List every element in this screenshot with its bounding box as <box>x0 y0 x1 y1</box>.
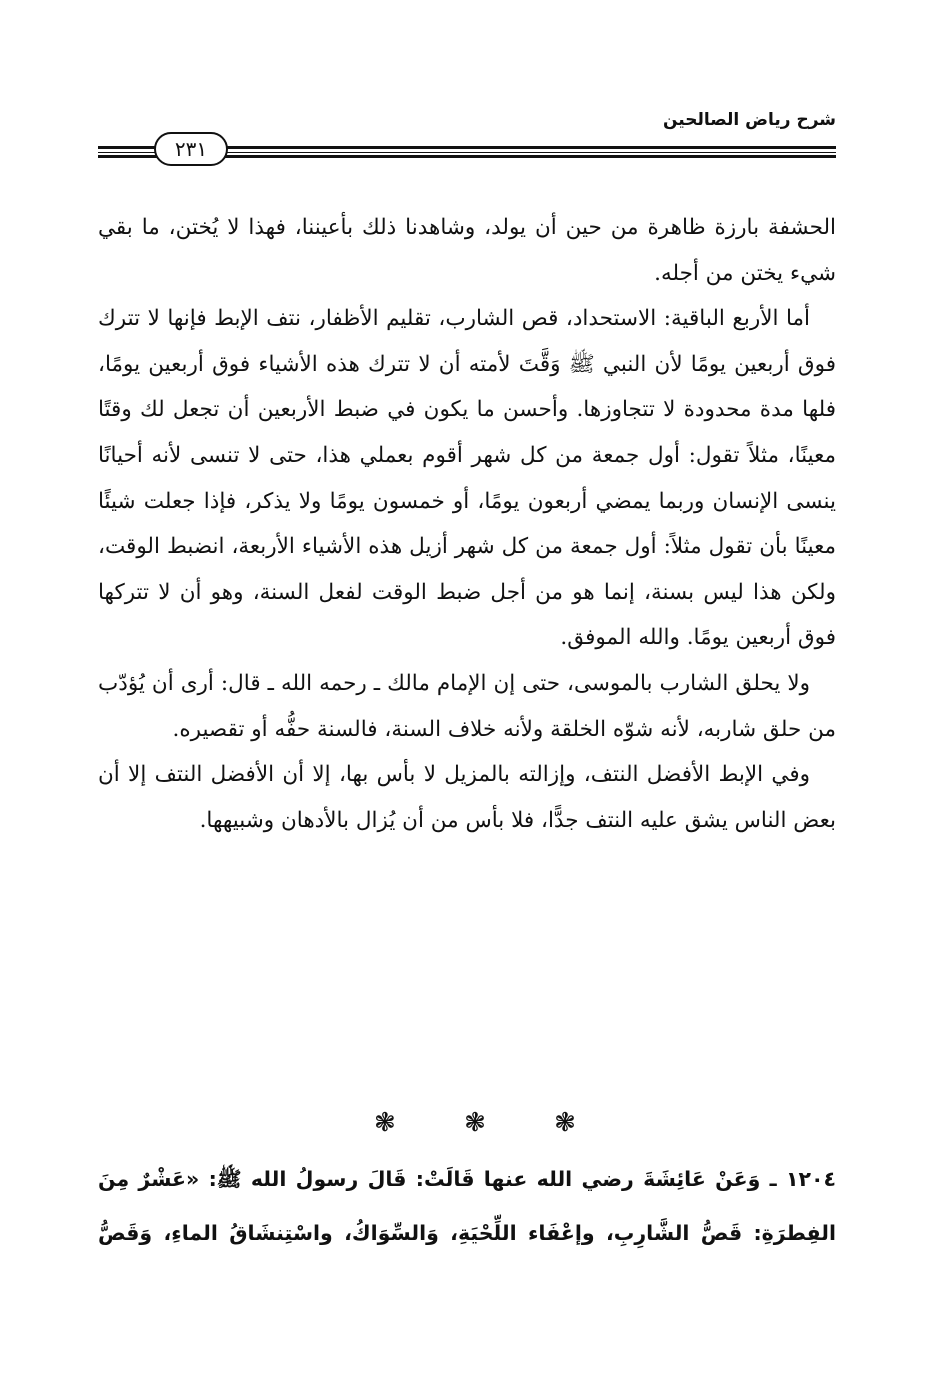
separator-star-icon: ❃ <box>374 1108 396 1138</box>
separator-star-icon: ❃ <box>554 1108 576 1138</box>
paragraph-4: وفي الإبط الأفضل النتف، وإزالته بالمزيل لا بأس بها، إلا أن الأفضل النتف إلا أن بعض الناس يشق عليه النتف جدًّا، فلا بأس من أن يُزال بالأدهان وشبيهها. <box>98 762 836 833</box>
page-header <box>98 110 836 162</box>
separator-star-icon: ❃ <box>464 1108 486 1138</box>
page-number: ٢٣١ <box>154 132 228 166</box>
hadith-text <box>98 1152 836 1260</box>
section-separator <box>0 1108 950 1138</box>
body-text <box>98 205 836 843</box>
paragraph-1: الحشفة بارزة ظاهرة من حين أن يولد، وشاهدنا ذلك بأعيننا، فهذا لا يُختن، ما بقي شيء يختن من أجله. <box>98 215 836 286</box>
paragraph-3: ولا يحلق الشارب بالموسى، حتى إن الإمام مالك ـ رحمه الله ـ قال: أرى أن يُؤدّب من حلق شاربه، لأنه شوّه الخلقة ولأنه خلاف السنة، فالسنة حفُّه أو تقصيره. <box>98 670 836 742</box>
running-title: شرح رياض الصالحين <box>662 110 836 130</box>
paragraph-2: أما الأربع الباقية: الاستحداد، قص الشارب، تقليم الأظفار، نتف الإبط فإنها لا تترك فوق أربعين يومًا لأن النبي ﷺ وَقَّتَ لأمته أن لا تترك هذه الأشياء فوق أربعين يومًا، فلها مدة محدودة لا تتجاوزها. وأحسن ما يكون في ضبط الأربعين أن تجعل لك وقتًا معينًا، مثلاً تقول: أول جمعة من كل شهر أقوم بعملي هذا، حتى لا تنسى لأنه أحيانًا ينسى الإنسان وربما يمضي أربعون يومًا، أو خمسون يومًا ولا يذكر، فإذا جعلت شيئًا معينًا بأن تقول مثلاً: أول جمعة من كل شهر أزيل هذه الأشياء الأربعة، انضبط الوقت، ولكن هذا ليس بسنة، إنما هو من أجل ضبط الوقت لفعل السنة، وهو أن لا تتركها فوق أربعين يومًا. والله الموفق. <box>98 306 836 651</box>
hadith-1204: ١٢٠٤ ـ وَعَنْ عَائِشَةَ رضي الله عنها قَالَتْ: قَالَ رسولُ الله ﷺ: «عَشْرٌ مِنَ الفِطرَةِ: قَصُّ الشَّارِبِ، وإعْفَاء اللِّحْيَةِ، وَالسِّوَاكُ، واسْتِنشَاقُ الماءِ، وَقَصُّ <box>98 1167 836 1245</box>
